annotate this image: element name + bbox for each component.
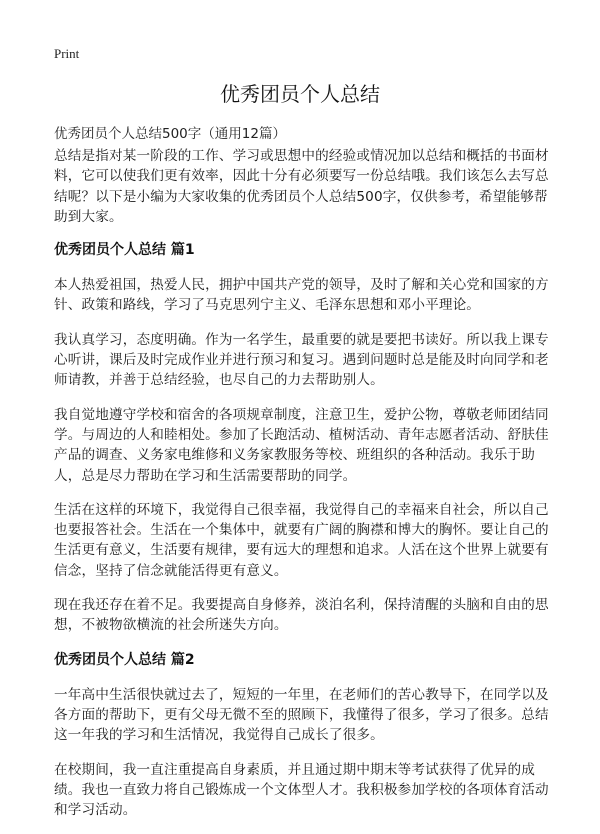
print-link[interactable]: Print [54, 46, 80, 61]
document-body [54, 146, 550, 834]
section-heading-2: 优秀团员个人总结 篇2 [54, 651, 195, 668]
document-subtitle: 优秀团员个人总结500字（通用12篇） [54, 126, 286, 142]
paragraph: 我自觉地遵守学校和宿舍的各项规章制度，注意卫生，爱护公物，尊敬老师团结同学。与周边的人和睦相处。参加了长跑活动、植树活动、青年志愿者活动、舒肤佳产品的调查、义务家电维修和义务家教服务等校、班组织的各种活动。我乐于助人，总是尽力帮助在学习和生活需要帮助的同学。 [54, 406, 549, 484]
paragraph: 本人热爱祖国，热爱人民，拥护中国共产党的领导，及时了解和关心党和国家的方针、政策和路线，学习了马克思列宁主义、毛泽东思想和邓小平理论。 [54, 277, 549, 314]
paragraph: 生活在这样的环境下，我觉得自己很幸福，我觉得自己的幸福来自社会，所以自己也要报答社会。生活在一个集体中，就要有广阔的胸襟和博大的胸怀。要让自己的生活更有意义，生活要有规律，要有远大的理想和追求。人活在这个世界上就要有信念，坚持了信念就能活得更有意义。 [54, 501, 549, 579]
page-title: 优秀团员个人总结 [220, 82, 380, 106]
paragraph: 一年高中生活很快就过去了，短短的一年里，在老师们的苦心教导下，在同学以及各方面的帮助下，更有父母无微不至的照顾下，我懂得了很多，学习了很多。总结这一年我的学习和生活情况，我觉得自己成长了很多。 [54, 686, 549, 744]
intro-paragraph: 总结是指对某一阶段的工作、学习或思想中的经验或情况加以总结和概括的书面材料，它可以使我们更有效率，因此十分有必须要写一份总结哦。我们该怎么去写总结呢？以下是小编为大家收集的优秀团员个人总结500字，仅供参考，希望能够帮助到大家。 [54, 148, 549, 225]
paragraph: 我认真学习，态度明确。作为一名学生，最重要的就是要把书读好。所以我上课专心听讲，课后及时完成作业并进行预习和复习。遇到问题时总是能及时向同学和老师请教，并善于总结经验，也尽自己的力去帮助别人。 [54, 331, 549, 389]
section-heading-1: 优秀团员个人总结 篇1 [54, 242, 195, 259]
paragraph: 现在我还存在着不足。我要提高自身修养，淡泊名利，保持清醒的头脑和自由的思想，不被物欲横流的社会所迷失方向。 [54, 597, 549, 634]
paragraph: 在校期间，我一直注重提高自身素质，并且通过期中期末等考试获得了优异的成绩。我也一直致力将自己锻炼成一个文体型人才。我积极参加学校的各项体育活动和学习活动。 [54, 761, 549, 819]
